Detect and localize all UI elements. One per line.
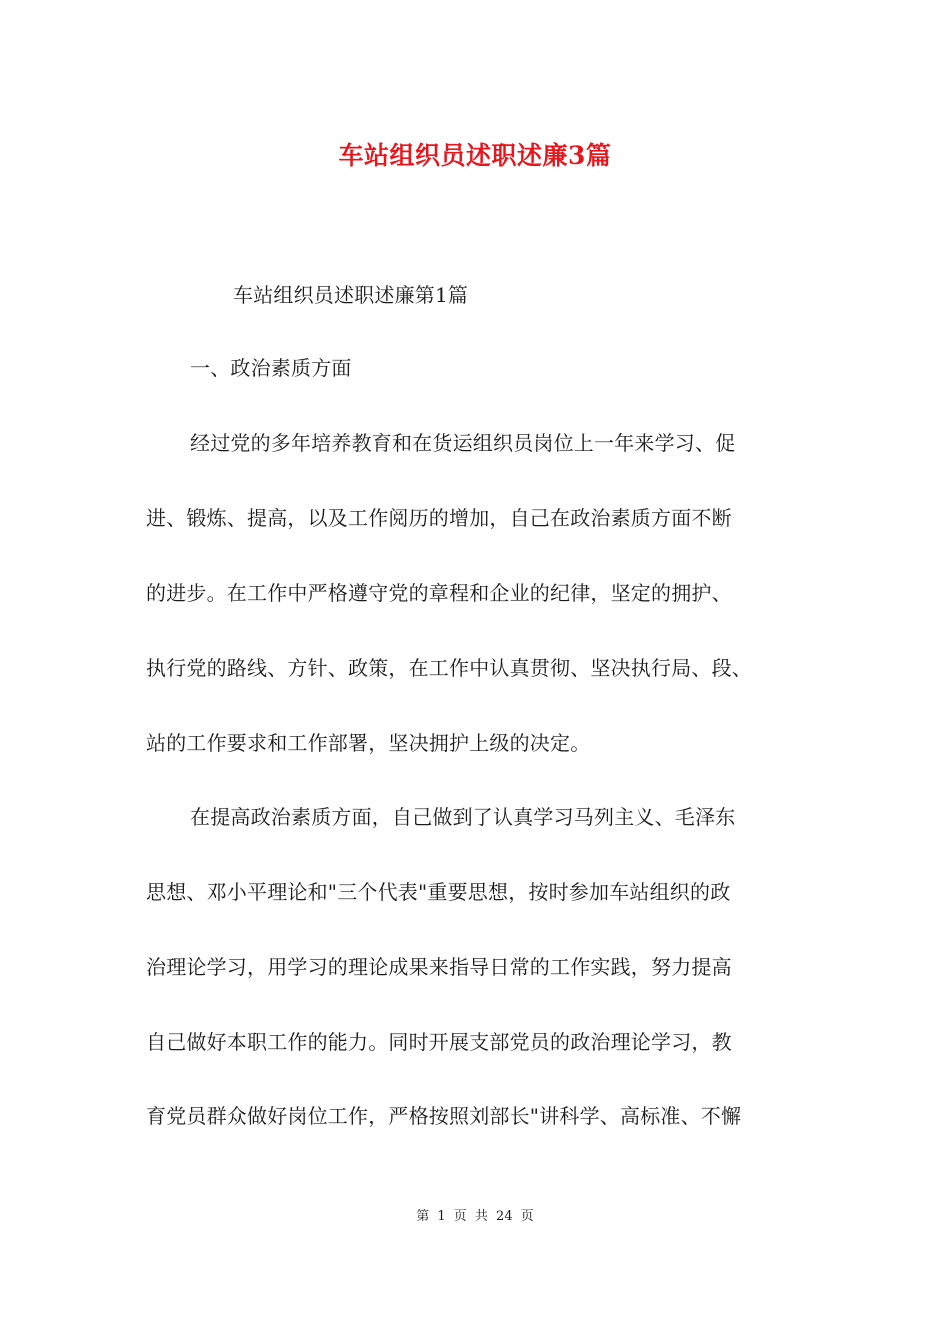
paragraph-line: 在提高政治素质方面，自己做到了认真学习马列主义、毛泽东 — [190, 805, 736, 829]
page-footer: 第 1 页 共 24 页 — [416, 1209, 534, 1224]
paragraph-line: 经过党的多年培养教育和在货运组织员岗位上一年来学习、促 — [190, 431, 736, 455]
paragraph-line: 的进步。在工作中严格遵守党的章程和企业的纪律，坚定的拥护、 — [146, 581, 732, 605]
document-title: 车站组织员述职述廉3篇 — [338, 141, 612, 170]
paragraph-line: 自己做好本职工作的能力。同时开展支部党员的政治理论学习，教 — [146, 1030, 732, 1054]
section-heading: 一、政治素质方面 — [190, 356, 352, 380]
paragraph-line: 治理论学习，用学习的理论成果来指导日常的工作实践，努力提高 — [146, 955, 732, 979]
paragraph-line: 思想、邓小平理论和"三个代表"重要思想，按时参加车站组织的政 — [146, 880, 731, 904]
paragraph-line: 育党员群众做好岗位工作，严格按照刘部长"讲科学、高标准、不懈 — [146, 1104, 742, 1128]
paragraph-line: 站的工作要求和工作部署，坚决拥护上级的决定。 — [146, 731, 591, 755]
subtitle: 车站组织员述职述廉第1篇 — [233, 283, 469, 307]
paragraph-line: 进、锻炼、提高，以及工作阅历的增加，自己在政治素质方面不断 — [146, 506, 732, 530]
paragraph-line: 执行党的路线、方针、政策，在工作中认真贯彻、坚决执行局、段、 — [146, 656, 752, 680]
